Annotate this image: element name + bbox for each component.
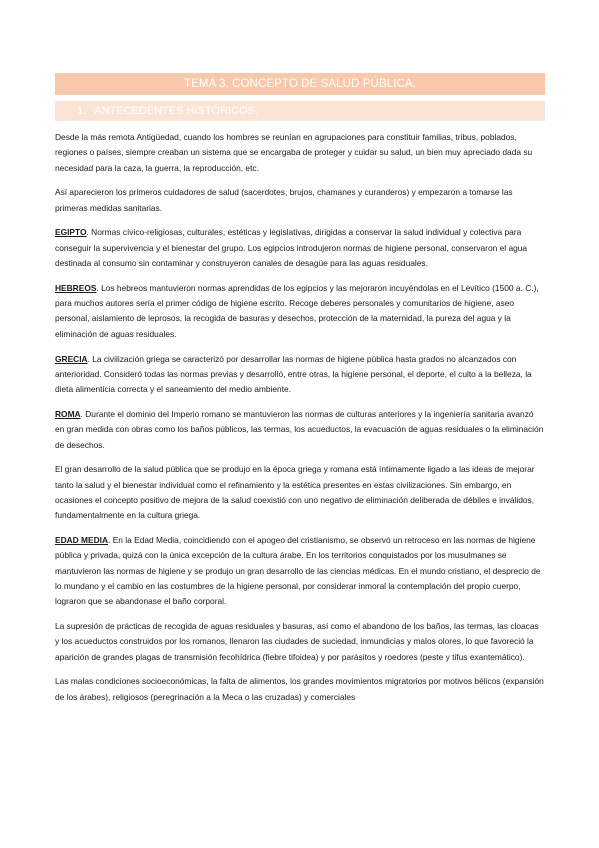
paragraph-intro: Desde la más remota Antigüedad, cuando los hombres se reunían en agrupaciones para constituir familias, tribus, poblados, regiones o países, siempre creaban un sistema que se encargaba de proteger y cuidar su salud, un bien muy apreciado dada su necesidad para la caza, la guerra, la reproducción, etc. xyxy=(55,132,533,173)
paragraph-supresion: La supresión de prácticas de recogida de aguas residuales y basuras, así como el abandono de los baños, las termas, las cloacas y los acueductos construidos por los romanos, llenaron las ciudades de suciedad, inmundicias y malos olores, lo que favoreció la aparición de grandes plagas de transmisión fecohídrica (fiebre tifoidea) y por parásitos y roedores (peste y tifus exantemático). xyxy=(55,621,539,662)
heading-hebreos: HEBREOS xyxy=(55,282,97,293)
paragraph-grecia xyxy=(55,352,545,398)
section-number: 1. xyxy=(77,105,87,117)
section-heading xyxy=(55,101,545,121)
document-body xyxy=(55,130,545,715)
section-label: ANTECEDENTES HISTÓRICOS. xyxy=(94,105,258,117)
heading-grecia: GRECIA xyxy=(55,353,88,364)
text-egipto: . Normas cívico-religiosas, culturales, estéticas y legislativas, dirigidas a conservar la salud individual y colectiva para conseguir la supervivencia y el bienestar del grupo. Los egipcios introdujeron normas de higiene personal, conservaron el agua destinada al consumo sin contaminar y construyeron canales de desagüe para las aguas residuales. xyxy=(55,227,528,269)
paragraph-hebreos xyxy=(55,281,545,342)
heading-roma: ROMA xyxy=(55,408,81,419)
paragraph-roma xyxy=(55,407,545,453)
paragraph-cuidadores: Así aparecieron los primeros cuidadores de salud (sacerdotes, brujos, chamanes y curanderos) y empezaron a tomarse las primeras medidas sanitarias. xyxy=(55,187,513,213)
text-roma: . Durante el dominio del Imperio romano se mantuvieron las normas de culturas anteriores y la ingeniería sanitaria avanzó en gran medida con obras como los baños públicos, las termas, los acueductos, la evacuación de aguas residuales o la eliminación de desechos. xyxy=(55,408,544,450)
heading-egipto: EGIPTO xyxy=(55,227,87,238)
paragraph-edad-media xyxy=(55,533,545,609)
text-grecia: . La civilización griega se caracterizó por desarrollar las normas de higiene pública hasta grados no alcanzados con anterioridad. Consideró todas las normas previas y desarrolló, entre otras, la higiene personal, el deporte, el culto a la belleza, la dieta alimenticia correcta y el saneamiento del medio ambiente. xyxy=(55,353,532,395)
text-edad-media: . En la Edad Media, coincidiendo con el apogeo del cristianismo, se observó un retroceso en las normas de higiene pública y privada, quizá con la única excepción de la cultura árabe. En los territorios conquistados por los musulmanes se mantuvieron las normas de higiene y se produjo un gran desarrollo de las ciencias médicas. En el mundo cristiano, el desprecio de lo mundano y el cambio en las costumbres de la higiene personal, por considerar inmoral la contemplación del propio cuerpo, lograron que se abandonase el baño corporal. xyxy=(55,535,541,607)
paragraph-desarrollo: El gran desarrollo de la salud pública que se produjo en la época griega y romana está íntimamente ligado a las ideas de mejorar tanto la salud y el bienestar individual como el refinamiento y la estética presentes en estas civilizaciones. Sin embargo, en ocasiones el concepto positivo de mejora de la salud coexistió con uno negativo de eliminación deliberada de débiles e inválidos, fundamentalmente en la cultura griega. xyxy=(55,464,535,521)
paragraph-egipto xyxy=(55,225,545,271)
text-hebreos: . Los hebreos mantuvieron normas aprendidas de los egipcios y las mejoraron incuyéndolas en el Levítico (1500 a. C.), para muchos autores sería el primer código de higiene escrito. Recoge deberes personales y comunitarios de higiene, aseo personal, aislamiento de leprosos, la recogida de basuras y desechos, protección de la maternidad, la pureza del agua y la eliminación de aguas residuales. xyxy=(55,282,539,339)
document-title: TEMA 3. CONCEPTO DE SALUD PÚBLICA. xyxy=(55,73,545,95)
heading-edad-media: EDAD MEDIA xyxy=(55,535,109,546)
paragraph-malas-condiciones: Las malas condiciones socioeconómicas, la falta de alimentos, los grandes movimientos migratorios por motivos bélicos (expansión de los árabes), religiosos (peregrinación a la Meca o las cruzadas) y comerciales xyxy=(55,676,544,702)
